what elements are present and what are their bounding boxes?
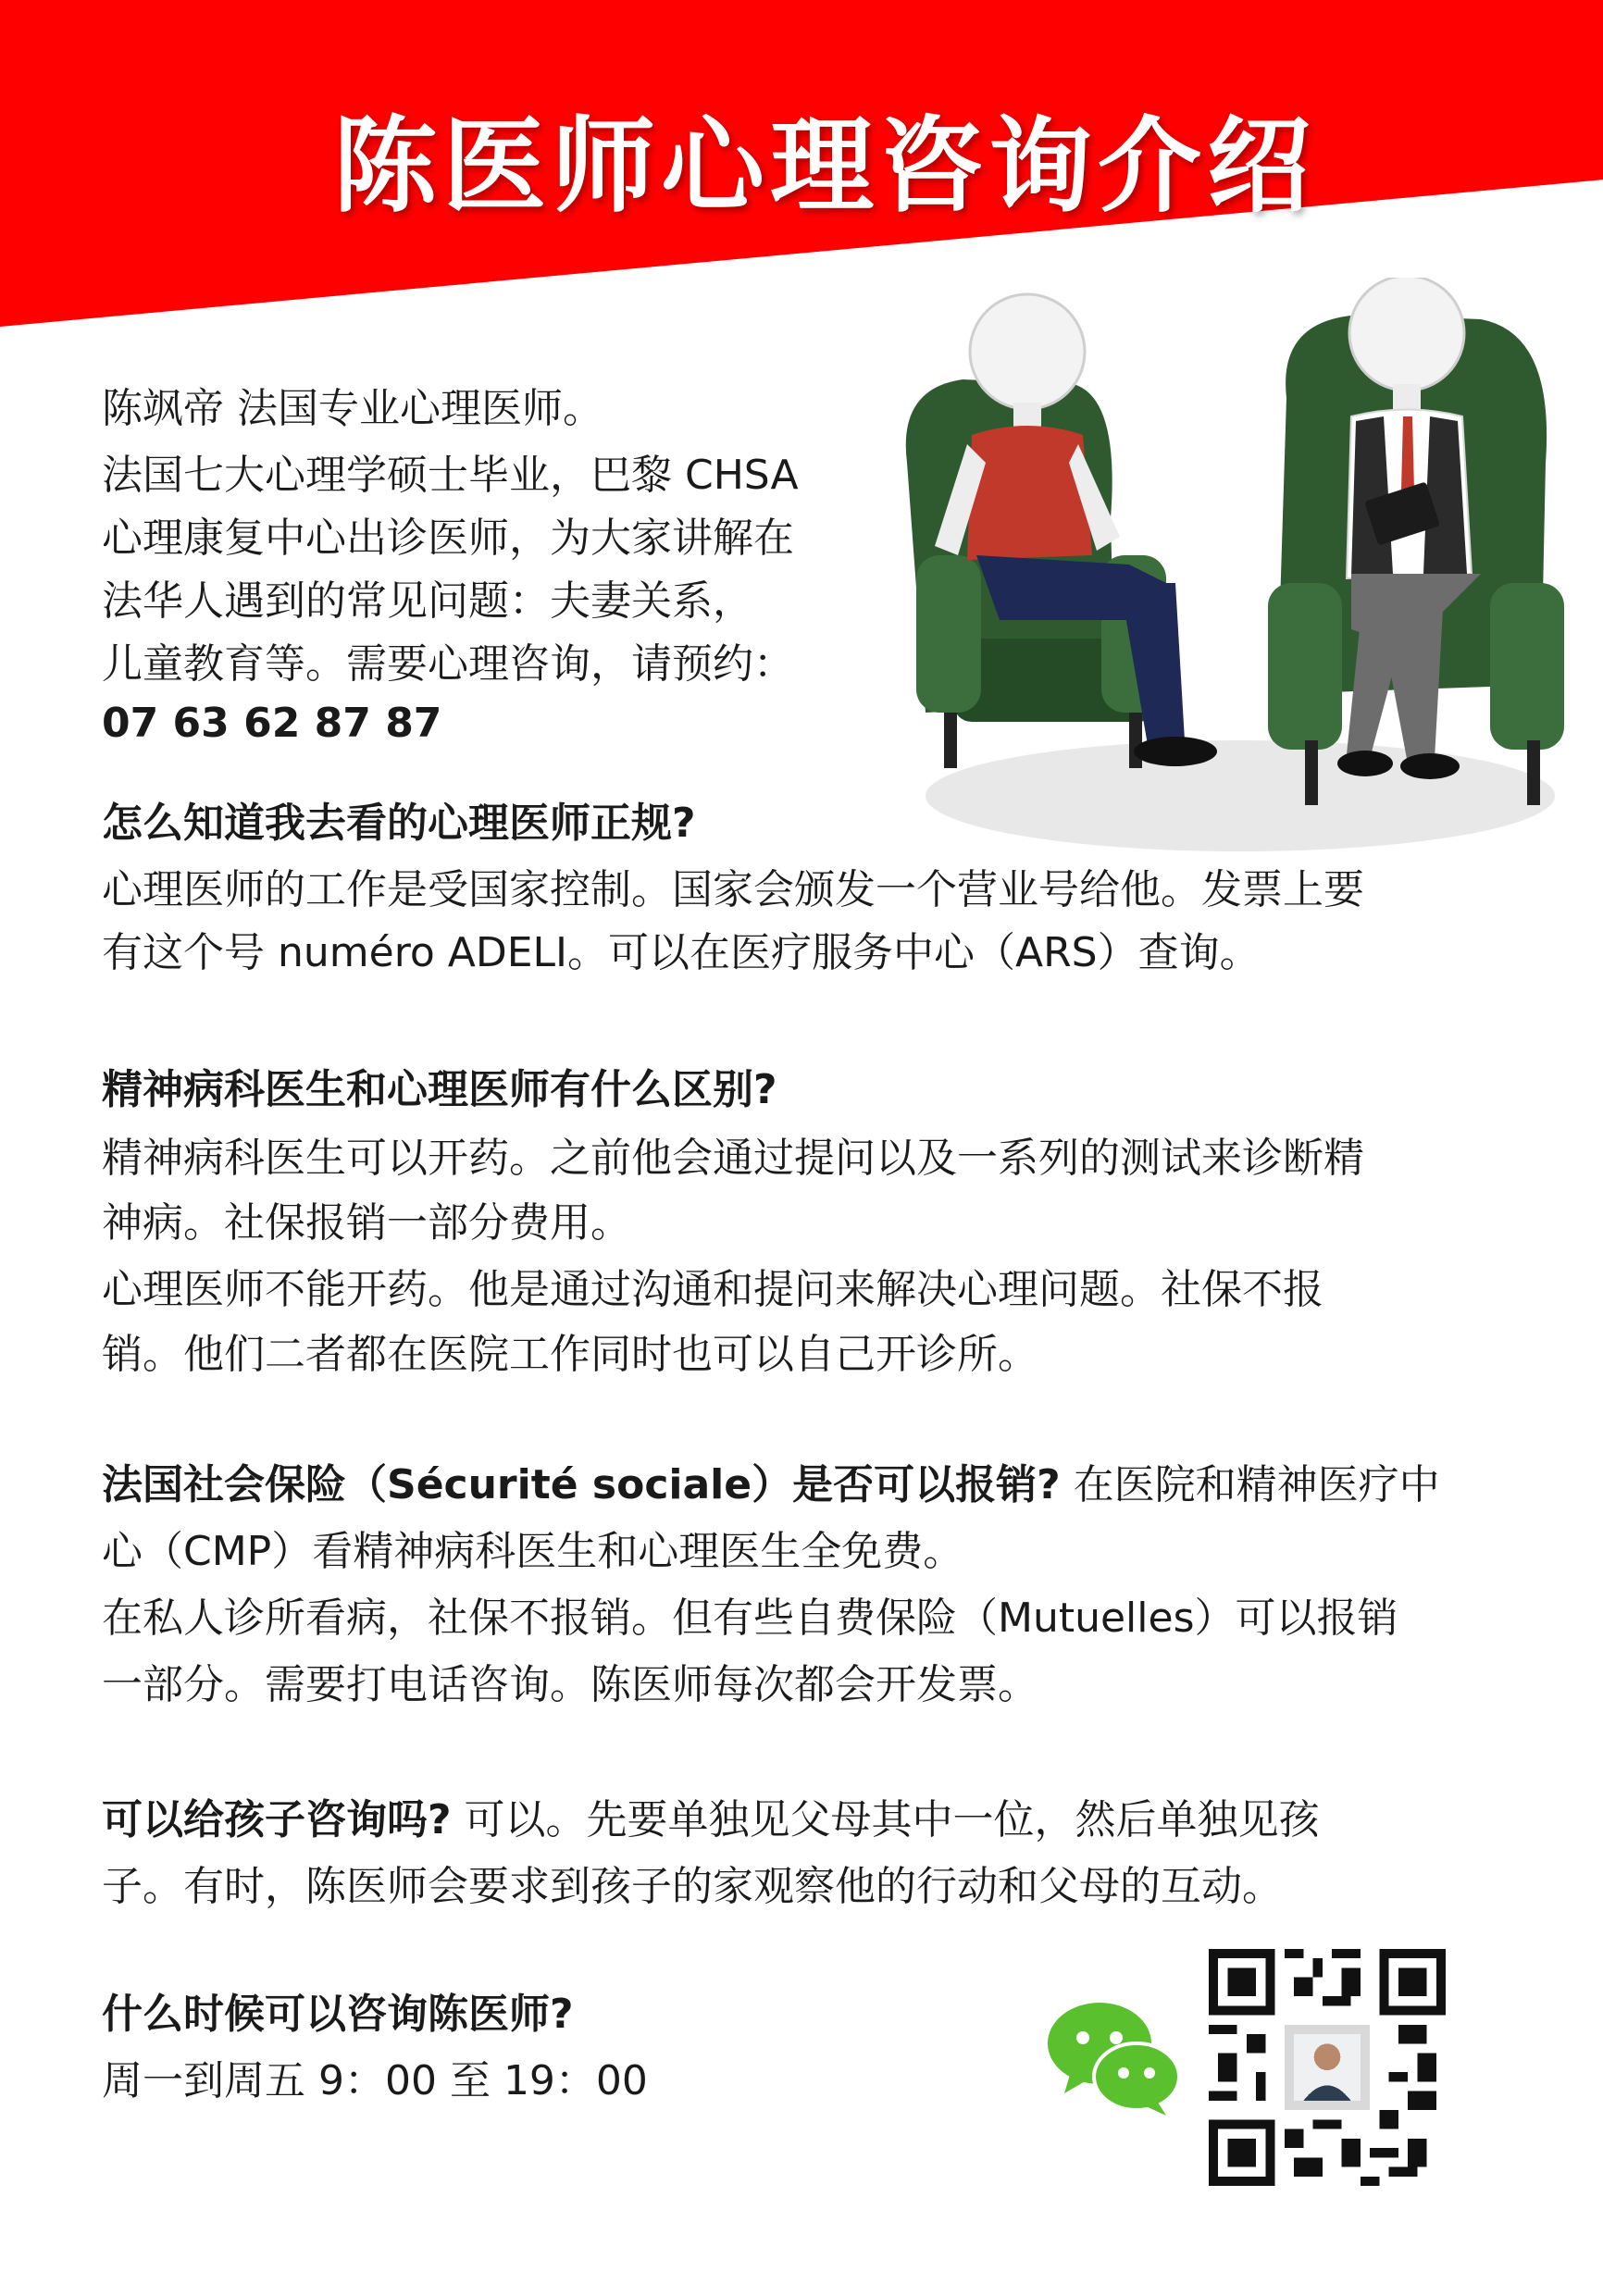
faq-answer-line: 有这个号 numéro ADELI。可以在医疗服务中心（ARS）查询。	[102, 929, 1261, 976]
faq-answer-line: 心理医师的工作是受国家控制。国家会颁发一个营业号给他。发票上要	[102, 866, 1364, 913]
intro-line: 法国七大心理学硕士毕业，巴黎 CHSA	[102, 452, 799, 499]
faq-answer-line: 一部分。需要打电话咨询。陈医师每次都会开发票。	[102, 1661, 1038, 1708]
counseling-figures-illustration	[888, 278, 1573, 870]
faq-inline-answer: 可以。先要单独见父母其中一位，然后单独见孩	[451, 1796, 1320, 1843]
faq-answer-line: 心（CMP）看精神病科医生和心理医生全免费。	[102, 1528, 964, 1575]
phone-number: 07 63 62 87 87	[102, 700, 442, 747]
consult-hours: 周一到周五 9：00 至 19：00	[102, 2057, 648, 2104]
faq-question: 法国社会保险（Sécurité sociale）是否可以报销?	[102, 1461, 1061, 1508]
wechat-icon	[1044, 1997, 1183, 2117]
faq-question-row	[102, 1786, 1320, 1854]
faq-question: 什么时候可以咨询陈医师?	[102, 1991, 574, 2038]
faq-answer-line: 销。他们二者都在医院工作同时也可以自己开诊所。	[102, 1331, 1038, 1378]
faq-question-row	[102, 1451, 1440, 1519]
faq-answer-line: 神病。社保报销一部分费用。	[102, 1199, 631, 1247]
intro-line: 陈飒帝 法国专业心理医师。	[102, 385, 603, 432]
faq-answer-line: 在私人诊所看病，社保不报销。但有些自费保险（Mutuelles）可以报销	[102, 1595, 1398, 1642]
faq-inline-answer: 在医院和精神医疗中	[1060, 1461, 1440, 1508]
intro-line: 法华人遇到的常见问题：夫妻关系，	[102, 577, 753, 625]
intro-line: 儿童教育等。需要心理咨询，请预约：	[102, 640, 794, 688]
page-title: 陈医师心理咨询介绍	[333, 106, 1316, 227]
faq-question: 精神病科医生和心理医师有什么区别?	[102, 1066, 777, 1113]
qr-code	[1209, 1949, 1446, 2186]
intro-line: 心理康复中心出诊医师，为大家讲解在	[102, 515, 794, 562]
faq-answer-line: 心理医师不能开药。他是通过沟通和提问来解决心理问题。社保不报	[102, 1266, 1323, 1313]
faq-answer-line: 子。有时，陈医师会要求到孩子的家观察他的行动和父母的互动。	[102, 1863, 1283, 1910]
faq-question: 怎么知道我去看的心理医师正规?	[102, 800, 696, 847]
faq-answer-line: 精神病科医生可以开药。之前他会通过提问以及一系列的测试来诊断精	[102, 1135, 1364, 1182]
faq-question: 可以给孩子咨询吗?	[102, 1796, 452, 1843]
